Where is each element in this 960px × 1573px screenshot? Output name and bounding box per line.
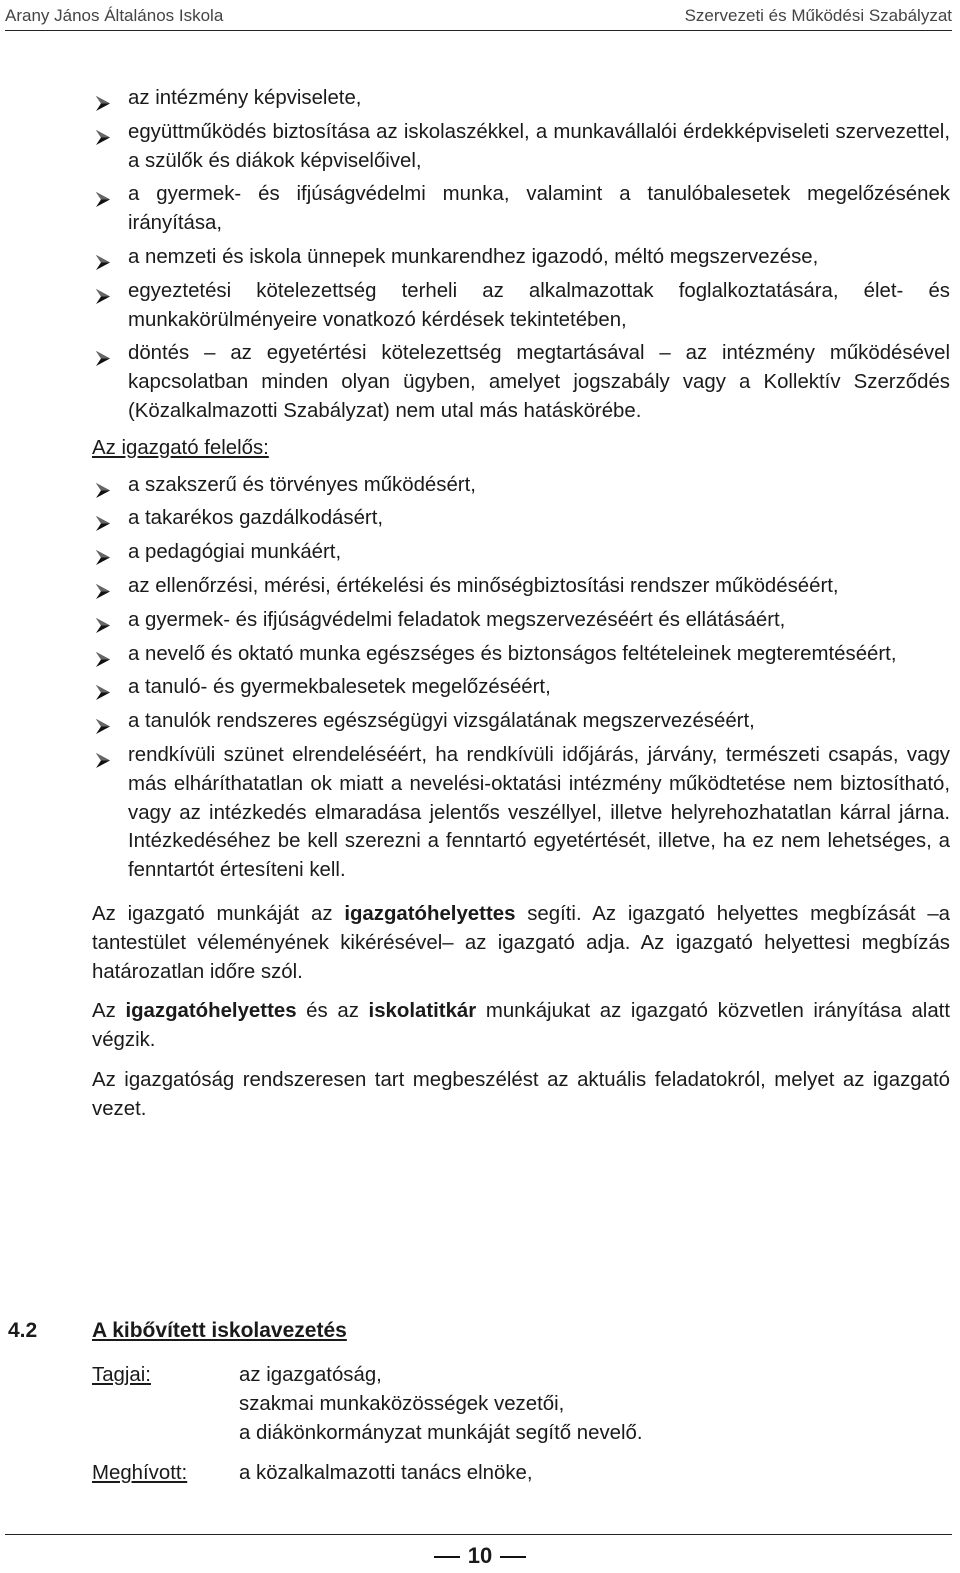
list-item xyxy=(92,180,950,238)
footer-divider xyxy=(5,1534,952,1535)
list-item-text: a pedagógiai munkáért, xyxy=(128,541,342,564)
arrow-bullet-icon xyxy=(95,125,111,140)
arrow-bullet-icon xyxy=(95,478,111,493)
list-item xyxy=(92,118,950,176)
list-item-text: rendkívüli szünet elrendeléséért, ha rendkívüli időjárás, járvány, természeti csapás, vagy más elháríthatatlan ok miatt a nevelési-oktatási intézmény működtetése nem biztosítható, vagy az intézkedés elmaradása jelentős veszéllyel, illetve helyrehozhatatlan kárral járna. Intézkedéséhez be kell szerezni a fenntartó egyetértését, illetve, ha ez nem lehetséges, a fenntartót értesíteni kell. xyxy=(128,743,950,882)
page-header xyxy=(5,3,952,31)
list-item xyxy=(92,471,950,500)
arrow-bullet-icon xyxy=(95,91,111,106)
list-item-text: a tanuló- és gyermekbalesetek megelőzéséért, xyxy=(128,676,551,699)
list-item-text: a gyermek- és ifjúságvédelmi feladatok megszervezéséért és ellátásáért, xyxy=(128,608,786,631)
deputy-paragraph: Az igazgató munkáját az igazgatóhelyettes segíti. Az igazgató helyettes megbízását –a tantestület véleményének kikérésével– az igazgató adja. Az igazgató helyettesi megbízás határozatlan időre szól. xyxy=(92,902,950,983)
responsible-heading: Az igazgató felelős: xyxy=(92,436,269,459)
director-responsibilities-list xyxy=(92,471,950,885)
list-item-text: a tanulók rendszeres egészségügyi vizsgálatának megszervezéséért, xyxy=(128,710,755,733)
list-item-text: a szakszerű és törvényes működésért, xyxy=(128,473,476,496)
arrow-bullet-icon xyxy=(95,647,111,662)
meeting-paragraph: Az igazgatóság rendszeresen tart megbeszélést az aktuális feladatokról, melyet az igazgató vezet. xyxy=(92,1068,950,1120)
list-item xyxy=(92,741,950,885)
list-item xyxy=(92,640,950,669)
member-item: szakmai munkaközösségek vezetői, xyxy=(239,1392,565,1415)
arrow-bullet-icon xyxy=(95,714,111,729)
members-values xyxy=(239,1361,643,1447)
invited-value: a közalkalmazotti tanács elnöke, xyxy=(239,1462,533,1484)
list-item xyxy=(92,673,950,702)
arrow-bullet-icon xyxy=(95,579,111,594)
list-item xyxy=(92,339,950,425)
arrow-bullet-icon xyxy=(95,187,111,202)
list-item-text: a nevelő és oktató munka egészséges és biztonságos feltételeinek megteremtéséért, xyxy=(128,642,897,665)
header-school-name: Arany János Általános Iskola xyxy=(5,6,224,25)
member-item: a diákönkormányzat munkáját segítő nevelő. xyxy=(239,1421,643,1444)
list-item xyxy=(92,572,950,601)
list-item xyxy=(92,538,950,567)
arrow-bullet-icon xyxy=(95,545,111,560)
director-duties-list xyxy=(92,84,950,426)
staff-paragraph: Az igazgatóhelyettes és az iskolatitkár munkájukat az igazgató közvetlen irányítása alatt végzik. xyxy=(92,1000,950,1052)
member-item: az igazgatóság, xyxy=(239,1364,382,1386)
list-item-text: együttműködés biztosítása az iskolaszékkel, a munkavállalói érdekképviseleti szervezettel, a szülők és diákok képviselőivel, xyxy=(128,120,950,172)
list-item-text: az intézmény képviselete, xyxy=(128,87,362,109)
list-item xyxy=(92,504,950,533)
list-item xyxy=(92,277,950,335)
arrow-bullet-icon xyxy=(95,250,111,265)
arrow-bullet-icon xyxy=(95,748,111,763)
list-item-text: a gyermek- és ifjúságvédelmi munka, valamint a tanulóbalesetek megelőzésének irányítása, xyxy=(128,183,950,235)
list-item xyxy=(92,84,950,113)
list-item-text: egyeztetési kötelezettség terheli az alkalmazottak foglalkoztatására, élet- és munkakörülményeire vonatkozó kérdések tekintetében, xyxy=(128,279,950,331)
page-number: 10 xyxy=(0,1543,960,1569)
list-item xyxy=(92,606,950,635)
main-content xyxy=(92,84,950,1135)
arrow-bullet-icon xyxy=(95,613,111,628)
list-item xyxy=(92,243,950,272)
section-number: 4.2 xyxy=(8,1319,38,1342)
arrow-bullet-icon xyxy=(95,284,111,299)
list-item-text: a nemzeti és iskola ünnepek munkarendhez igazodó, méltó megszervezése, xyxy=(128,245,819,268)
list-item-text: a takarékos gazdálkodásért, xyxy=(128,507,384,530)
section-title: A kibővített iskolavezetés xyxy=(92,1319,347,1342)
members-label: Tagjai: xyxy=(92,1364,151,1386)
list-item xyxy=(92,707,950,736)
arrow-bullet-icon xyxy=(95,680,111,695)
arrow-bullet-icon xyxy=(95,511,111,526)
header-document-title: Szervezeti és Működési Szabályzat xyxy=(684,6,952,25)
invited-label: Meghívott: xyxy=(92,1462,188,1484)
list-item-text: döntés – az egyetértési kötelezettség megtartásával – az intézmény működésével kapcsolatban minden olyan ügyben, amelyet jogszabály vagy a Kollektív Szerződés (Közalkalmazotti Szabályzat) nem utal más hatáskörébe. xyxy=(128,342,950,422)
arrow-bullet-icon xyxy=(95,346,111,361)
list-item-text: az ellenőrzési, mérési, értékelési és minőségbiztosítási rendszer működéséért, xyxy=(128,574,839,597)
